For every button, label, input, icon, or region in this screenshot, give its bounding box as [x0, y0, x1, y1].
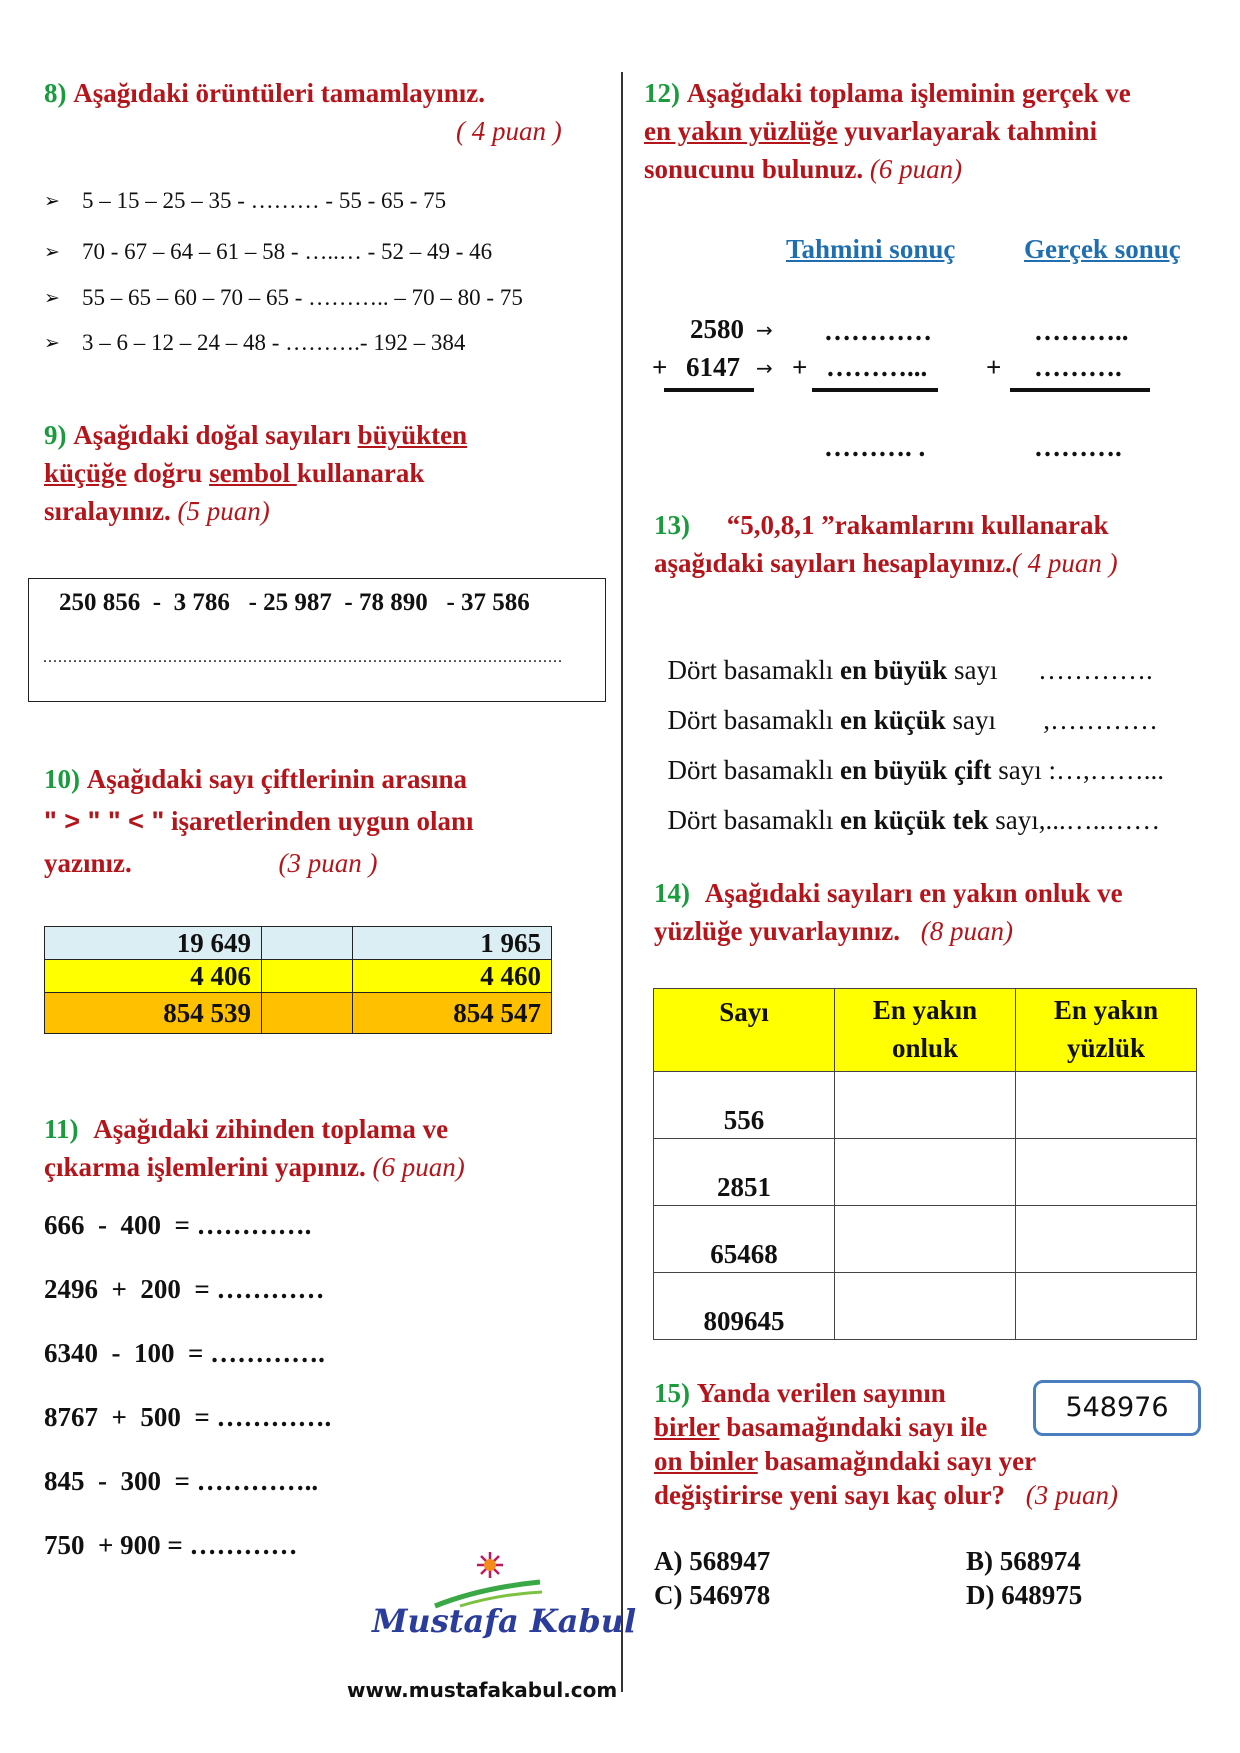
- q8-heading: [44, 74, 485, 112]
- answer-cell[interactable]: [835, 1139, 1016, 1206]
- q12-points: (6 puan): [869, 154, 963, 184]
- q10-heading: 10) Aşağıdaki sayı çiftlerinin arasına " > " " < " işaretlerinden uygun olanı yazınız. (3 puan ): [44, 764, 474, 878]
- addend-1: 2580: [690, 314, 744, 344]
- q10-number: 10): [44, 764, 80, 794]
- q15-heading: 15) Yanda verilen sayının birler basamağındaki sayı ile on binler basamağındaki sayı yer değiştirirse yeni sayı kaç olur? (3 puan): [654, 1378, 1118, 1510]
- q14-number: 14): [654, 878, 690, 908]
- comparison-cell[interactable]: [262, 993, 353, 1034]
- q14-points: (8 puan): [920, 916, 1013, 946]
- option-a[interactable]: A) 568947: [654, 1546, 771, 1576]
- plus-sign: +: [652, 352, 668, 382]
- option-b[interactable]: B) 568974: [966, 1546, 1081, 1576]
- q13-heading: 13) “5,0,8,1 ”rakamlarını kullanarak aşağıdaki sayıları hesaplayınız.( 4 puan ): [654, 510, 1118, 578]
- estimate-header: Tahmini sonuç: [786, 234, 956, 264]
- sum-line: [812, 388, 938, 392]
- q11-exercise: 2496 + 200 = …………: [44, 1274, 325, 1304]
- actual-result[interactable]: ……….: [1034, 432, 1122, 462]
- actual-dots-2[interactable]: ……….: [1034, 352, 1122, 382]
- q11-exercise: 6340 - 100 = ………….: [44, 1338, 325, 1368]
- answer-cell[interactable]: [835, 1206, 1016, 1273]
- q8-points: ( 4 puan ): [456, 116, 562, 146]
- q8-text: Aşağıdaki örüntüleri tamamlayınız.: [73, 78, 486, 108]
- q11-exercise: 845 - 300 = …………..: [44, 1466, 319, 1496]
- bullet-arrow-icon: ➢: [44, 190, 60, 212]
- q13-line: Dört basamaklı en küçük tek sayı,...…..……: [667, 805, 1161, 835]
- q11-heading: 11) Aşağıdaki zihinden toplama ve çıkarma işlemlerini yapınız. (6 puan): [44, 1114, 465, 1182]
- q11-points: (6 puan): [372, 1152, 465, 1182]
- answer-cell[interactable]: [835, 1072, 1016, 1139]
- q9-answer-line[interactable]: ........................................................................................................: [43, 649, 563, 666]
- q14-heading: 14) Aşağıdaki sayıları en yakın onluk ve yüzlüğe yuvarlayınız. (8 puan): [654, 878, 1123, 946]
- comparison-cell[interactable]: [262, 960, 353, 993]
- q15-points: (3 puan): [1025, 1480, 1118, 1510]
- q8-number: 8): [44, 78, 67, 108]
- table-row: 4 406 4 460: [45, 960, 552, 993]
- q10-symbols: " > " " < ": [44, 806, 165, 836]
- table-row: 19 649 1 965: [45, 927, 552, 960]
- table-header-row: Sayı En yakın onluk En yakın yüzlük: [654, 989, 1197, 1072]
- q14-table: [653, 988, 1197, 1340]
- answer-cell[interactable]: [1016, 1273, 1197, 1340]
- q9-heading: 9) Aşağıdaki doğal sayıları büyükten küçüğe doğru sembol kullanarak sıralayınız. (5 puan): [44, 420, 468, 526]
- bullet-arrow-icon: ➢: [44, 241, 60, 263]
- q9-number-box: [28, 578, 606, 702]
- q8-pattern-1: ➢ 5 – 15 – 25 – 35 - ……… - 55 - 65 - 75: [44, 188, 447, 213]
- table-row: 556: [654, 1072, 1197, 1139]
- estimate-result[interactable]: ………. .: [824, 432, 926, 462]
- q10-points: (3 puan ): [278, 848, 378, 878]
- option-c[interactable]: C) 546978: [654, 1580, 771, 1610]
- sum-line: [1010, 388, 1150, 392]
- actual-dots-1[interactable]: ………..: [1034, 316, 1129, 346]
- q13-line: Dört basamaklı en küçük sayı ,…………: [667, 705, 1159, 735]
- given-number-box: 548976: [1033, 1380, 1201, 1436]
- q13-points: ( 4 puan ): [1011, 548, 1118, 578]
- q13-line: Dört basamaklı en büyük sayı ………….: [667, 655, 1153, 685]
- footer-url[interactable]: www.mustafakabul.com: [347, 1678, 618, 1702]
- arrow-right-icon: →: [756, 356, 773, 380]
- q8-pattern-3: ➢ 55 – 65 – 60 – 70 – 65 - ……….. – 70 – 80 - 75: [44, 285, 523, 310]
- estimate-dots-2[interactable]: ………...: [826, 352, 928, 382]
- q11-exercise: 8767 + 500 = ………….: [44, 1402, 332, 1432]
- table-row: 809645: [654, 1273, 1197, 1340]
- bullet-arrow-icon: ➢: [44, 287, 60, 309]
- q12-heading: 12) Aşağıdaki toplama işleminin gerçek ve en yakın yüzlüğe yuvarlayarak tahmini sonucunu bulunuz. (6 puan): [644, 78, 1131, 184]
- answer-cell[interactable]: [1016, 1072, 1197, 1139]
- addend-2: 6147: [686, 352, 740, 382]
- q11-exercise: 666 - 400 = ………….: [44, 1210, 312, 1240]
- table-row: 65468: [654, 1206, 1197, 1273]
- q13-number: 13): [654, 510, 690, 540]
- plus-sign: +: [792, 352, 808, 382]
- actual-header: Gerçek sonuç: [1024, 234, 1181, 264]
- q11-number: 11): [44, 1114, 79, 1144]
- q9-number: 9): [44, 420, 67, 450]
- plus-sign: +: [986, 352, 1002, 382]
- q8-pattern-2: ➢ 70 - 67 – 64 – 61 – 58 - …..… - 52 – 49 - 46: [44, 239, 493, 264]
- q12-number: 12): [644, 78, 680, 108]
- q11-exercise: 750 + 900 = …………: [44, 1530, 298, 1560]
- estimate-dots-1[interactable]: …………: [824, 316, 932, 346]
- column-divider: [621, 72, 623, 1692]
- table-row: 854 539 854 547: [45, 993, 552, 1034]
- arrow-right-icon: →: [756, 318, 773, 342]
- logo-text: Mustafa Kabul: [372, 1602, 637, 1640]
- comparison-cell[interactable]: [262, 927, 353, 960]
- answer-cell[interactable]: [1016, 1139, 1197, 1206]
- q9-points: (5 puan): [177, 496, 270, 526]
- answer-cell[interactable]: [835, 1273, 1016, 1340]
- answer-cell[interactable]: [1016, 1206, 1197, 1273]
- q10-table: [44, 926, 552, 1034]
- q9-numbers: 250 856 - 3 786 - 25 987 - 78 890 - 37 586: [59, 589, 530, 616]
- table-row: 2851: [654, 1139, 1197, 1206]
- q15-number: 15): [654, 1378, 690, 1408]
- q13-line: Dört basamaklı en büyük çift sayı :…,……...: [667, 755, 1165, 785]
- q8-pattern-4: ➢ 3 – 6 – 12 – 24 – 48 - ……….- 192 – 384: [44, 330, 466, 355]
- sum-line: [664, 388, 754, 392]
- option-d[interactable]: D) 648975: [966, 1580, 1083, 1610]
- bullet-arrow-icon: ➢: [44, 332, 60, 354]
